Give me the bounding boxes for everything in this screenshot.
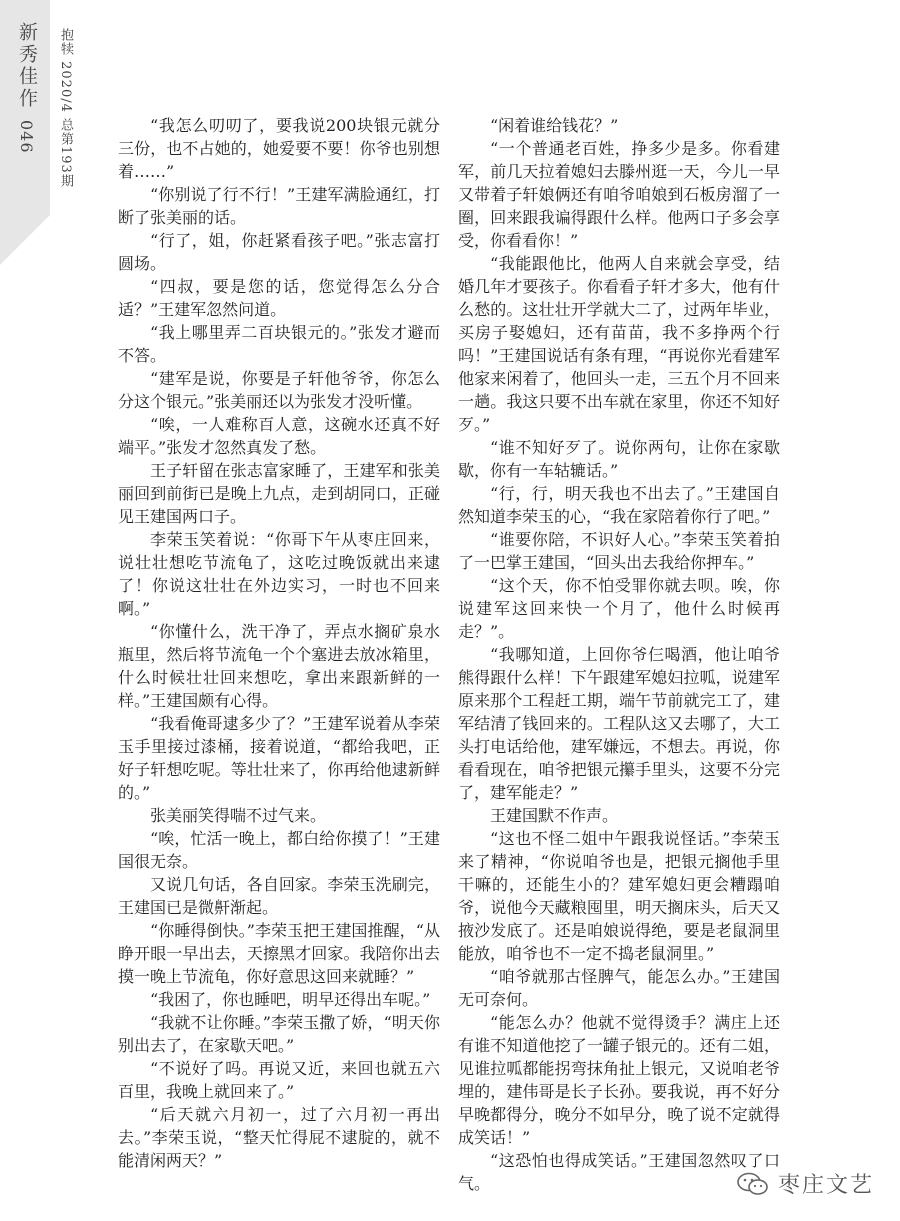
paragraph: “后天就六月初一，过了六月初一再出去。”李荣玉说，“整天忙得屁不逮腚的，就不能清闲两天？” bbox=[118, 1105, 440, 1170]
paragraph: “谁不知好歹了。说你两句，让你在家歇歇，你有一车轱辘话。” bbox=[458, 438, 780, 480]
paragraph: 李荣玉笑着说：“你哥下午从枣庄回来，说壮壮想吃节流龟了，这吃过晚饭就出来逮了！你说这壮壮在外边实习，一时也不回来啊。” bbox=[118, 530, 440, 618]
page-number: 046 bbox=[17, 120, 36, 154]
paragraph: “不说好了吗。再说又近，来回也就五六百里，我晚上就回来了。” bbox=[118, 1059, 440, 1101]
left-text-column bbox=[118, 114, 440, 1172]
paragraph: “建军是说，你要是子轩他爷爷，你怎么分这个银元。”张美丽还以为张发才没听懂。 bbox=[118, 369, 440, 411]
paragraph: “唉，忙活一晚上，都白给你摸了！”王建国很无奈。 bbox=[118, 829, 440, 871]
issue-info: 抱犊 2020/4 总第193期 bbox=[58, 28, 73, 188]
paragraph: “这恐怕也得成笑话。”王建国忽然叹了口气。 bbox=[458, 1151, 780, 1193]
watermark-text: 枣庄文艺 bbox=[777, 1173, 874, 1198]
paragraph: “行，行，明天我也不出去了。”王建国自然知道李荣玉的心，“我在家陪着你行了吧。” bbox=[458, 484, 780, 526]
paragraph: “这个天，你不怕受罪你就去呗。唉，你说建军这回来快一个月了，他什么时候再走？”。 bbox=[458, 576, 780, 641]
paragraph: “四叔，要是您的话，您觉得怎么分合适？”王建军忽然问道。 bbox=[118, 277, 440, 319]
paragraph: “我困了，你也睡吧，明早还得出车呢。” bbox=[150, 990, 431, 1009]
paragraph: “行了，姐，你赶紧看孩子吧。”张志富打圆场。 bbox=[118, 231, 440, 273]
paragraph: 张美丽笑得喘不过气来。 bbox=[150, 806, 327, 825]
paragraph: “我就不让你睡。”李荣玉撒了娇，“明天你别出去了，在家歇天吧。” bbox=[118, 1013, 440, 1055]
paragraph: “一个普通老百姓，挣多少是多。你看建军，前几天拉着媳妇去滕州逛一天，今儿一早又带着子轩娘俩还有咱爷咱娘到石板房溜了一圈，回来跟我谝得跟什么样。他两口子多会享受，你看看你！” bbox=[458, 139, 780, 250]
watermark bbox=[736, 1168, 874, 1199]
paragraph: “能怎么办？他就不觉得烫手？满庄上还有谁不知道他挖了一罐子银元的。还有二姐，见谁拉呱都能拐弯抹角扯上银元，又说咱老爷埋的，建伟哥是长子长孙。要我说，再不好分早晚都得分，晚分不如早分，晚了说不定就得成笑话！” bbox=[458, 1013, 780, 1147]
paragraph: “咱爷就那古怪脾气，能怎么办。”王建国无可奈何。 bbox=[458, 967, 780, 1009]
right-text-column bbox=[458, 114, 780, 1195]
paragraph: “唉，一人难称百人意，这碗水还真不好端平。”张发才忽然真发了愁。 bbox=[118, 415, 440, 457]
paragraph: “你懂什么，洗干净了，弄点水搁矿泉水瓶里，然后将节流龟一个个塞进去放冰箱里，什么时候壮壮回来想吃，拿出来跟新鲜的一样。”王建国颇有心得。 bbox=[118, 622, 440, 710]
paragraph: “这也不怪二姐中午跟我说怪话。”李荣玉来了精神，“你说咱爷也是，把银元搁他手里干嘛的，还能生小的？建军媳妇更会糟蹋咱爷，说他今天藏粮囤里，明天搁床头，后天又掖沙发底了。还是咱娘说得绝，要是老鼠洞里能放，咱爷也不一定不捣老鼠洞里。” bbox=[458, 829, 780, 963]
paragraph: “我哪知道，上回你爷仨喝酒，他让咱爷熊得跟什么样！下午跟建军媳妇拉呱，说建军原来那个工程赶工期，端午节前就完工了，建军结清了钱回来的。工程队这又去哪了，大工头打电话给他，建军嫌远，不想去。再说，你看看现在，咱爷把银元攥手里头，这要不分完了，建军能走？” bbox=[458, 645, 780, 802]
paragraph: “你睡得倒快。”李荣玉把王建国推醒，“从睁开眼一早出去，天擦黑才回家。我陪你出去摸一晚上节流龟，你好意思这回来就睡？” bbox=[118, 921, 440, 986]
paragraph: 王建国默不作声。 bbox=[490, 806, 619, 825]
paragraph: “闲着谁给钱花？” bbox=[490, 116, 619, 135]
paragraph: “我看俺哥逮多少了？”王建军说着从李荣玉手里接过漆桶，接着说道，“都给我吧，正好子轩想吃呢。等壮壮来了，你再给他逮新鲜的。” bbox=[118, 714, 440, 802]
paragraph: 又说几句话，各自回家。李荣玉洗刷完，王建国已是微鼾渐起。 bbox=[118, 875, 440, 917]
section-title: 新秀佳作 bbox=[16, 22, 38, 110]
paragraph: 王子轩留在张志富家睡了，王建军和张美丽回到前街已是晚上九点，走到胡同口，正碰见王建国两口子。 bbox=[118, 461, 440, 526]
paragraph: “我上哪里弄二百块银元的。”张发才避而不答。 bbox=[118, 323, 440, 365]
wechat-icon bbox=[736, 1172, 770, 1196]
paragraph: “你别说了行不行！”王建军满脸通红，打断了张美丽的话。 bbox=[118, 185, 440, 227]
paragraph: “我能跟他比，他两人自来就会享受，结婚几年才要孩子。你看看子轩才多大，他有什么愁的。这壮壮开学就大二了，过两年毕业，买房子娶媳妇，还有苗苗，我不多挣两个行吗！”王建国说话有条有理，“再说你光看建军他家来闲着了，他回头一走，三五个月不回来一趟。我这只要不出车就在家里，你还不知好歹。” bbox=[458, 254, 780, 434]
section-tab-fold bbox=[0, 215, 50, 265]
paragraph: “谁要你陪，不识好人心。”李荣玉笑着拍了一巴掌王建国，“回头出去我给你押车。” bbox=[458, 530, 780, 572]
paragraph: “我怎么叨叨了，要我说200块银元就分三份，也不占她的，她爱要不要！你爷也别想着……” bbox=[118, 116, 440, 181]
